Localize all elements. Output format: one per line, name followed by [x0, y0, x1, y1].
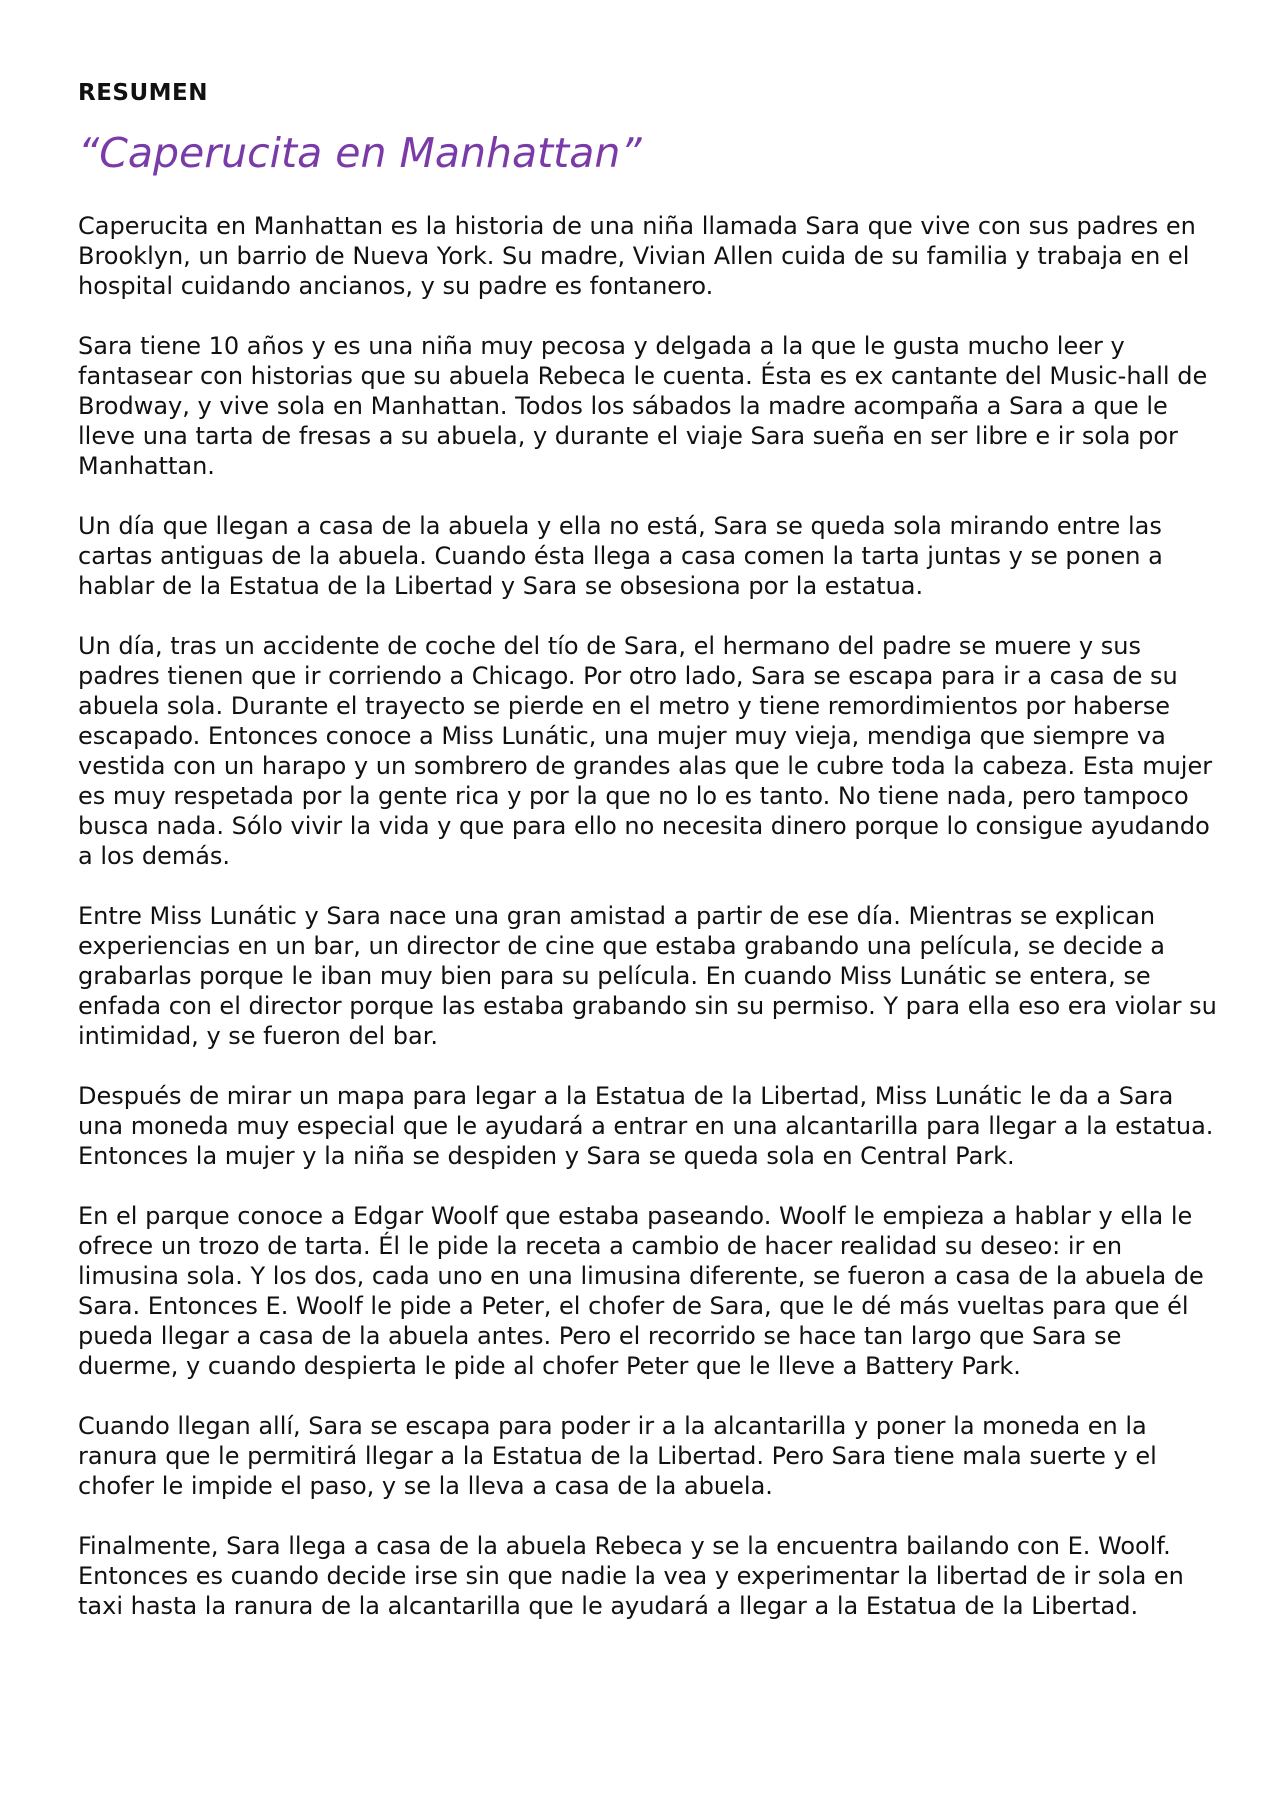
paragraph-7: En el parque conoce a Edgar Woolf que estaba paseando. Woolf le empieza a hablar y ella le ofrece un trozo de tarta. Él le pide la receta a cambio de hacer realidad su deseo: ir en limusina sola. Y los dos, cada uno en una limusina diferente, se fueron a casa de la abuela de Sara. Entonces E. Woolf le pide a Peter, el chofer de Sara, que le dé más vueltas para que él pueda llegar a casa de la abuela antes. Pero el recorrido se hace tan largo que Sara se duerme, y cuando despierta le pide al chofer Peter que le lleve a Battery Park. [78, 1202, 1204, 1380]
paragraph-1: Caperucita en Manhattan es la historia de una niña llamada Sara que vive con sus padres en Brooklyn, un barrio de Nueva York. Su madre, Vivian Allen cuida de su familia y trabaja en el hospital cuidando ancianos, y su padre es fontanero. [78, 212, 1196, 300]
document-page [78, 70, 1218, 1651]
paragraph-3: Un día que llegan a casa de la abuela y ella no está, Sara se queda sola mirando entre las cartas antiguas de la abuela. Cuando ésta llega a casa comen la tarta juntas y se ponen a hablar de la Estatua de la Libertad y Sara se obsesiona por la estatua. [78, 512, 1163, 600]
paragraph-9: Finalmente, Sara llega a casa de la abuela Rebeca y se la encuentra bailando con E. Woolf. Entonces es cuando decide irse sin que nadie la vea y experimentar la libertad de ir sola en taxi hasta la ranura de la alcantarilla que le ayudará a llegar a la Estatua de la Libertad. [78, 1532, 1184, 1620]
section-heading: RESUMEN [78, 80, 209, 106]
paragraph-8: Cuando llegan allí, Sara se escapa para poder ir a la alcantarilla y poner la moneda en la ranura que le permitirá llegar a la Estatua de la Libertad. Pero Sara tiene mala suerte y el chofer le impide el paso, y se la lleva a casa de la abuela. [78, 1412, 1157, 1500]
document-body [78, 211, 1218, 1621]
paragraph-2: Sara tiene 10 años y es una niña muy pecosa y delgada a la que le gusta mucho leer y fantasear con historias que su abuela Rebeca le cuenta. Ésta es ex cantante del Music-hall de Brodway, y vive sola en Manhattan. Todos los sábados la madre acompaña a Sara a que le lleve una tarta de fresas a su abuela, y durante el viaje Sara sueña en ser libre e ir sola por Manhattan. [78, 332, 1208, 480]
paragraph-4: Un día, tras un accidente de coche del tío de Sara, el hermano del padre se muere y sus padres tienen que ir corriendo a Chicago. Por otro lado, Sara se escapa para ir a casa de su abuela sola. Durante el trayecto se pierde en el metro y tiene remordimientos por haberse escapado. Entonces conoce a Miss Lunátic, una mujer muy vieja, mendiga que siempre va vestida con un harapo y un sombrero de grandes alas que le cubre toda la cabeza. Esta mujer es muy respetada por la gente rica y por la que no lo es tanto. No tiene nada, pero tampoco busca nada. Sólo vivir la vida y que para ello no necesita dinero porque lo consigue ayudando a los demás. [78, 632, 1213, 870]
paragraph-5: Entre Miss Lunátic y Sara nace una gran amistad a partir de ese día. Mientras se explican experiencias en un bar, un director de cine que estaba grabando una película, se decide a grabarlas porque le iban muy bien para su película. En cuando Miss Lunátic se entera, se enfada con el director porque las estaba grabando sin su permiso. Y para ella eso era violar su intimidad, y se fueron del bar. [78, 902, 1217, 1050]
document-title: “Caperucita en Manhattan” [78, 129, 642, 177]
paragraph-6: Después de mirar un mapa para legar a la Estatua de la Libertad, Miss Lunátic le da a Sara una moneda muy especial que le ayudará a entrar en una alcantarilla para llegar a la estatua. Entonces la mujer y la niña se despiden y Sara se queda sola en Central Park. [78, 1082, 1214, 1170]
